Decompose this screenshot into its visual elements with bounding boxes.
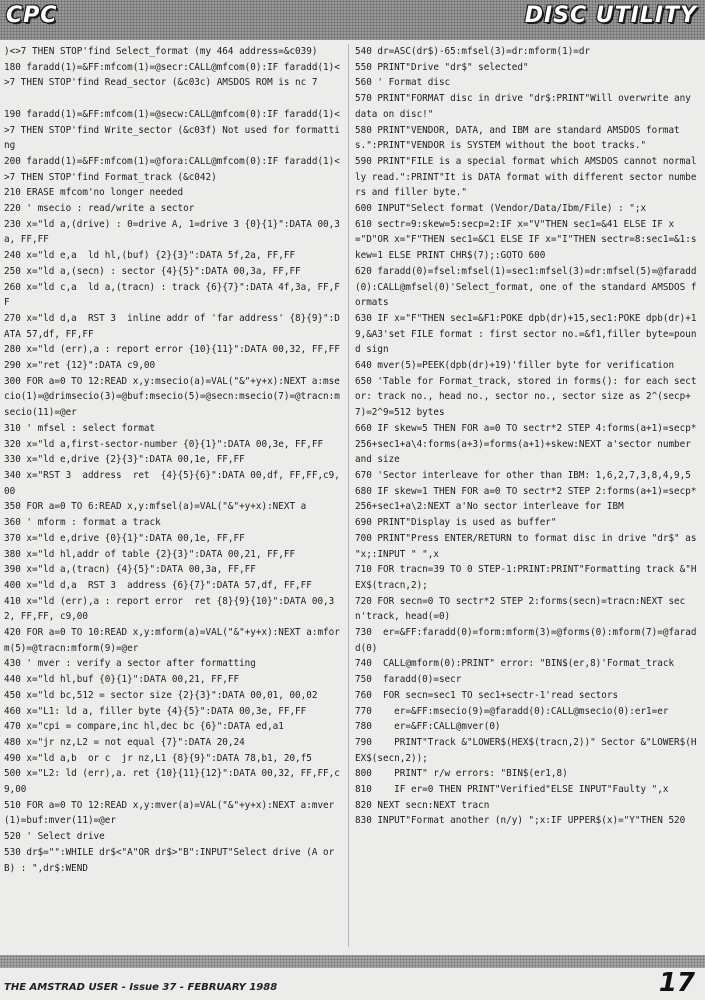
code-line: 790 PRINT"Track &"LOWER$(HEX$(tracn,2))" Sector &"LOWER$(HEX$(secn,2)); <box>355 736 697 764</box>
code-line: 390 x="ld a,(tracn) {4}{5}":DATA 00,3a, FF,FF <box>4 564 256 576</box>
code-line: 630 IF x="F"THEN sec1=&F1:POKE dpb(dr)+15,sec1:POKE dpb(dr)+19,&A3'set FILE format : first sector no.=&f1,filler byte=pound sign <box>355 312 697 356</box>
code-line: 180 faradd(1)=&FF:mfcom(1)=@secr:CALL@mfcom(0):IF faradd(1)<>7 THEN STOP'find Read_sector (&c03c) AMSDOS ROM is nc 7 <box>4 61 340 89</box>
code-line: 280 x="ld (err),a : report error {10}{11}":DATA 00,32, FF,FF <box>4 344 340 356</box>
code-line <box>4 91 344 107</box>
code-line: 700 PRINT"Press ENTER/RETURN to format disc in drive "dr$" as "x;:INPUT " ",x <box>355 532 703 560</box>
code-line: 760 FOR secn=sec1 TO sec1+sectr-1'read sectors <box>355 689 619 701</box>
code-line: )<>7 THEN STOP'find Select_format (my 464 address=&c039) <box>4 46 318 57</box>
code-line: 830 INPUT"Format another (n/y) ";x:IF UPPER$(x)="Y"THEN 520 <box>355 815 686 827</box>
code-line: 190 faradd(1)=&FF:mfcom(1)=@secw:CALL@mfcom(0):IF faradd(1)<>7 THEN STOP'find Write_sector (&c03f) Not used for formatting <box>4 108 340 152</box>
code-line: 560 ' Format disc <box>355 77 451 89</box>
publication-footer: THE AMSTRAD USER - Issue 37 - FEBRUARY 1988 <box>4 982 278 993</box>
code-line: 470 x="cpi = compare,inc hl,dec bc {6}":DATA ed,a1 <box>4 721 284 733</box>
code-line: 660 IF skew=5 THEN FOR a=0 TO sectr*2 STEP 4:forms(a+1)=secp*256+sec1+a\4:forms(a+3)=forms(a+1)+skew:NEXT a'sector number and size <box>355 422 697 466</box>
code-line: 250 x="ld a,(secn) : sector {4}{5}":DATA 00,3a, FF,FF <box>4 265 301 277</box>
code-line: 320 x="ld a,first-sector-number {0}{1}":DATA 00,3e, FF,FF <box>4 438 324 450</box>
code-line: 620 faradd(0)=fsel:mfsel(1)=sec1:mfsel(3)=dr:mfsel(5)=@faradd(0):CALL@mfsel(0)'Select_format, one of the standard AMSDOS formats <box>355 265 697 309</box>
code-line: 650 'Table for Format_track, stored in forms(): for each sector: track no., head no., sector no., sector size as 2^(secp+7)=2^9=512 bytes <box>355 375 697 419</box>
code-line: 370 x="ld e,drive {0}{1}":DATA 00,1e, FF,FF <box>4 532 245 544</box>
code-line: 220 ' msecio : read/write a sector <box>4 203 195 215</box>
footer-bar <box>0 955 705 968</box>
code-line: 380 x="ld hl,addr of table {2}{3}":DATA 00,21, FF,FF <box>4 548 296 560</box>
article-title: DISC UTILITY <box>524 3 697 28</box>
header-banner <box>0 0 705 40</box>
code-line: 270 x="ld d,a RST 3 inline addr of 'far address' {8}{9}":DATA 57,df, FF,FF <box>4 312 340 340</box>
column-divider <box>348 44 349 947</box>
code-line: 610 sectr=9:skew=5:secp=2:IF x="V"THEN sec1=&41 ELSE IF x="D"OR x="F"THEN sec1=&C1 ELSE IF x="I"THEN sectr=8:sec1=&1:skew=1 ELSE PRINT CHR$(7);:GOTO 600 <box>355 218 697 262</box>
code-line: 230 x="ld a,(drive) : 0=drive A, 1=drive 3 {0}{1}":DATA 00,3a, FF,FF <box>4 218 340 246</box>
code-line: 440 x="ld hl,buf {0}{1}":DATA 00,21, FF,FF <box>4 674 240 686</box>
code-line: 570 PRINT"FORMAT disc in drive "dr$:PRINT"Will overwrite any data on disc!" <box>355 93 697 120</box>
code-line: 740 CALL@mform(0):PRINT" error: "BIN$(er,8)'Format_track <box>355 658 675 670</box>
code-line: 310 ' mfsel : select format <box>4 422 156 434</box>
code-line: 200 faradd(1)=&FF:mfcom(1)=@fora:CALL@mfcom(0):IF faradd(1)<>7 THEN STOP'find Format_track (&c042) <box>4 155 340 183</box>
code-line: 460 x="L1: ld a, filler byte {4}{5}":DATA 00,3e, FF,FF <box>4 705 307 717</box>
code-line: 290 x="ret {12}":DATA c9,00 <box>4 360 156 372</box>
code-line: 240 x="ld e,a ld hl,(buf) {2}{3}":DATA 5f,2a, FF,FF <box>4 250 296 262</box>
code-line: 210 ERASE mfcom'no longer needed <box>4 187 184 199</box>
code-line: 680 IF skew=1 THEN FOR a=0 TO sectr*2 STEP 2:forms(a+1)=secp*256+sec1+a\2:NEXT a'No sector interleave for IBM <box>355 485 697 513</box>
code-line: 340 x="RST 3 address ret {4}{5}{6}":DATA 00,df, FF,FF,c9,00 <box>4 469 340 497</box>
code-line: 720 FOR secn=0 TO sectr*2 STEP 2:forms(secn)=tracn:NEXT secn'track, head(=0) <box>355 595 686 623</box>
code-line: 770 er=&FF:msecio(9)=@faradd(0):CALL@msecio(0):er1=er <box>355 705 669 717</box>
code-line: 510 FOR a=0 TO 12:READ x,y:mver(a)=VAL("&"+y+x):NEXT a:mver(1)=buf:mver(11)=@er <box>4 799 335 827</box>
listing-right-column <box>355 44 701 829</box>
code-line: 480 x="jr nz,L2 = not equal {7}":DATA 20,24 <box>4 736 245 748</box>
code-line: 780 er=&FF:CALL@mver(0) <box>355 721 501 733</box>
code-line: 540 dr=ASC(dr$)-65:mfsel(3)=dr:mform(1)=dr <box>355 46 591 57</box>
code-line: 420 FOR a=0 TO 10:READ x,y:mform(a)=VAL("&"+y+x):NEXT a:mform(5)=@tracn:mform(9)=@er <box>4 627 340 654</box>
code-line: 450 x="ld bc,512 = sector size {2}{3}":DATA 00,01, 00,02 <box>4 689 318 701</box>
code-line: 820 NEXT secn:NEXT tracn <box>355 799 490 811</box>
code-line: 690 PRINT"Display is used as buffer" <box>355 517 557 529</box>
code-line: 520 ' Select drive <box>4 831 105 843</box>
code-line: 490 x="ld a,b or c jr nz,L1 {8}{9}":DATA 78,b1, 20,f5 <box>4 752 312 764</box>
page-number: 17 <box>658 968 695 998</box>
code-line: 640 mver(5)=PEEK(dpb(dr)+19)'filler byte for verification <box>355 360 675 372</box>
code-line: 600 INPUT"Select format (Vendor/Data/Ibm/File) : ";x <box>355 203 647 215</box>
code-line: 400 x="ld d,a RST 3 address {6}{7}":DATA 57,df, FF,FF <box>4 579 312 591</box>
code-line: 800 PRINT" r/w errors: "BIN$(er1,8) <box>355 768 568 780</box>
section-label: CPC <box>6 3 58 28</box>
code-line: 430 ' mver : verify a sector after formatting <box>4 658 256 670</box>
code-line: 300 FOR a=0 TO 12:READ x,y:msecio(a)=VAL("&"+y+x):NEXT a:msecio(1)=@drimsecio(3)=@buf:msecio(5)=@secn:msecio(7)=@tracn:msecio(11)=@er <box>4 375 340 419</box>
listing-left-column <box>4 44 344 876</box>
code-line: 670 'Sector interleave for other than IBM: 1,6,2,7,3,8,4,9,5 <box>355 469 691 481</box>
code-line: 260 x="ld c,a ld a,(tracn) : track {6}{7}":DATA 4f,3a, FF,FF <box>4 281 340 309</box>
code-line: 580 PRINT"VENDOR, DATA, and IBM are standard AMSDOS formats.":PRINT"VENDOR is SYSTEM without the boot tracks." <box>355 124 680 152</box>
code-line: 410 x="ld (err),a : report error ret {8}{9}{10}":DATA 00,32, FF,FF, c9,00 <box>4 595 335 623</box>
code-line: 350 FOR a=0 TO 6:READ x,y:mfsel(a)=VAL("&"+y+x):NEXT a <box>4 501 307 513</box>
code-line: 750 faradd(0)=secr <box>355 674 462 686</box>
code-line: 330 x="ld e,drive {2}{3}":DATA 00,1e, FF,FF <box>4 454 245 466</box>
code-line: 530 dr$="":WHILE dr$<"A"OR dr$>"B":INPUT"Select drive (A or B) : ",dr$:WEND <box>4 846 340 874</box>
code-line: 360 ' mform : format a track <box>4 517 161 529</box>
code-line: 810 IF er=0 THEN PRINT"Verified"ELSE INPUT"Faulty ",x <box>355 784 669 796</box>
code-line: 710 FOR tracn=39 TO 0 STEP-1:PRINT:PRINT"Formatting track &"HEX$(tracn,2); <box>355 564 697 591</box>
code-line: 550 PRINT"Drive "dr$" selected" <box>355 61 529 73</box>
code-line: 730 er=&FF:faradd(0)=form:mform(3)=@forms(0):mform(7)=@faradd(0) <box>355 627 697 654</box>
code-line: 500 x="L2: ld (err),a. ret {10}{11}{12}":DATA 00,32, FF,FF,c9,00 <box>4 768 340 796</box>
code-line: 590 PRINT"FILE is a special format which AMSDOS cannot normally read.":PRINT"It is DATA format with different sector numbers and filler byte." <box>355 155 697 199</box>
